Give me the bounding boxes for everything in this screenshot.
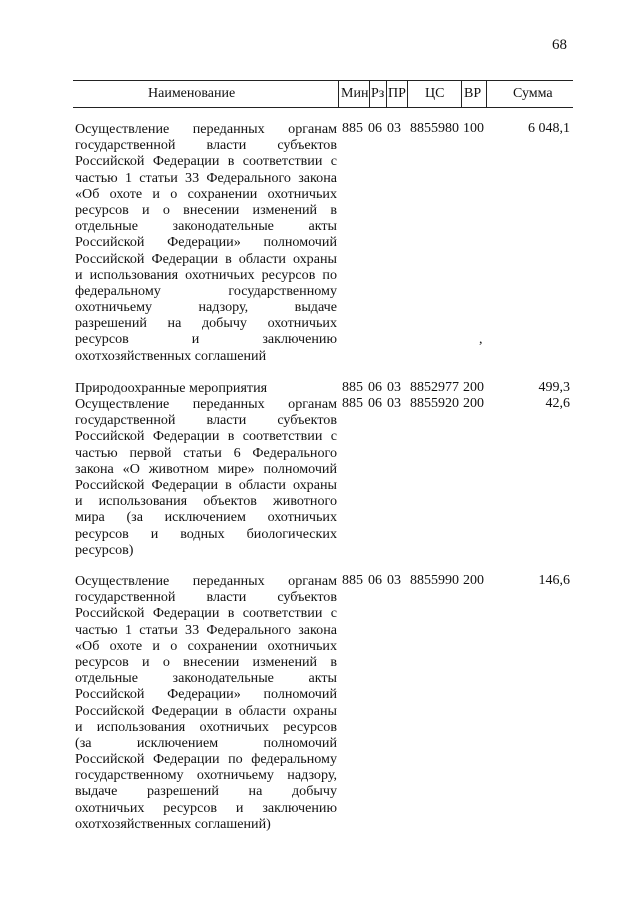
name-line: охотхозяйственных соглашений) (75, 815, 271, 832)
stray-mark: , (479, 332, 483, 347)
cell-sum: 42,6 (545, 396, 570, 411)
header-divider (338, 81, 339, 107)
name-line: Российской Федерации в соответствии с (75, 605, 337, 622)
name-line: Российской Федерации в области охраны (75, 476, 337, 493)
cell-pr: 03 (387, 380, 401, 395)
name-line: охотничьему надзору, выдаче (75, 299, 337, 316)
cell-min: 885 (342, 121, 363, 136)
header-divider (407, 81, 408, 107)
name-line: Российской Федерации в области охраны (75, 702, 337, 719)
name-line: Природоохранные мероприятия (75, 380, 268, 396)
name-line: охотничьих ресурсов и заключению (75, 799, 337, 816)
name-line: и использования охотничьих ресурсов по (75, 266, 337, 283)
name-line: ресурсов и о внесении изменений в (75, 201, 337, 218)
cell-cs: 8855990 (410, 573, 459, 588)
name-line: Российской Федерации» полномочий (75, 686, 337, 703)
cell-sum: 146,6 (538, 573, 570, 588)
header-pr: ПР (388, 86, 406, 101)
cell-min: 885 (342, 380, 363, 395)
name-line: частью первой статьи 6 Федерального (75, 444, 337, 461)
header-name: Наименование (148, 86, 236, 101)
page-number: 68 (552, 37, 567, 53)
name-line: ресурсов и водных биологических (75, 525, 337, 542)
name-line: Осуществление переданных органам (75, 396, 337, 412)
cell-pr: 03 (387, 121, 401, 136)
cell-rz: 06 (368, 573, 382, 588)
cell-pr: 03 (387, 396, 401, 411)
header-divider (369, 81, 370, 107)
name-line: выдаче разрешений на добычу (75, 783, 337, 800)
cell-rz: 06 (368, 396, 382, 411)
name-line: «Об охоте и о сохранении охотничьих (75, 637, 337, 654)
name-line: государственному охотничьему надзору, (75, 767, 337, 784)
cell-min: 885 (342, 396, 363, 411)
name-line: Осуществление переданных органам (75, 121, 337, 137)
table-row-name (75, 380, 337, 396)
cell-vr: 200 (463, 396, 484, 411)
name-line: Российской Федерации» полномочий (75, 234, 337, 251)
cell-vr: 200 (463, 380, 484, 395)
cell-rz: 06 (368, 121, 382, 136)
name-line: отдельные законодательные акты (75, 218, 337, 235)
cell-cs: 8855920 (410, 396, 459, 411)
name-line: государственной власти субъектов (75, 137, 337, 154)
name-line: мира (за исключением охотничьих (75, 509, 337, 526)
name-line: Российской Федерации в соответствии с (75, 153, 337, 170)
cell-sum: 499,3 (538, 380, 570, 395)
table-row-name (75, 573, 337, 832)
cell-pr: 03 (387, 573, 401, 588)
header-sum: Сумма (513, 86, 553, 101)
name-line: охотхозяйственных соглашений (75, 347, 267, 364)
name-line: Российской Федерации в соответствии с (75, 428, 337, 445)
name-line: ресурсов) (75, 541, 134, 558)
table-row-name (75, 121, 337, 364)
table-row-name (75, 396, 337, 558)
header-vr: ВР (464, 86, 482, 101)
name-line: (за исключением полномочий (75, 734, 337, 751)
cell-vr: 100 (463, 121, 484, 136)
name-line: Российской Федерации по федеральному (75, 751, 337, 768)
name-line: государственной власти субъектов (75, 412, 337, 429)
name-line: и использования охотничьих ресурсов (75, 718, 337, 735)
name-line: федеральному государственному (75, 282, 337, 299)
header-divider (386, 81, 387, 107)
name-line: разрешений на добычу охотничьих (75, 315, 337, 332)
cell-cs: 8855980 (410, 121, 459, 136)
name-line: ресурсов и заключению (75, 331, 337, 348)
cell-vr: 200 (463, 573, 484, 588)
cell-cs: 8852977 (410, 380, 459, 395)
table-header (73, 80, 573, 108)
name-line: закона «О животном мире» полномочий (75, 460, 337, 477)
header-divider (461, 81, 462, 107)
name-line: и использования объектов животного (75, 493, 337, 510)
name-line: государственной власти субъектов (75, 589, 337, 606)
name-line: Российской Федерации в области охраны (75, 250, 337, 267)
name-line: «Об охоте и о сохранении охотничьих (75, 185, 337, 202)
cell-rz: 06 (368, 380, 382, 395)
name-line: ресурсов и о внесении изменений в (75, 653, 337, 670)
name-line: частью 1 статьи 33 Федерального закона (75, 621, 337, 638)
header-min: Мин (341, 86, 369, 101)
header-rz: Рз (371, 86, 385, 101)
cell-min: 885 (342, 573, 363, 588)
cell-sum: 6 048,1 (528, 121, 570, 136)
header-cs: ЦС (425, 86, 445, 101)
header-divider (486, 81, 487, 107)
name-line: частью 1 статьи 33 Федерального закона (75, 169, 337, 186)
name-line: Осуществление переданных органам (75, 573, 337, 589)
name-line: отдельные законодательные акты (75, 670, 337, 687)
